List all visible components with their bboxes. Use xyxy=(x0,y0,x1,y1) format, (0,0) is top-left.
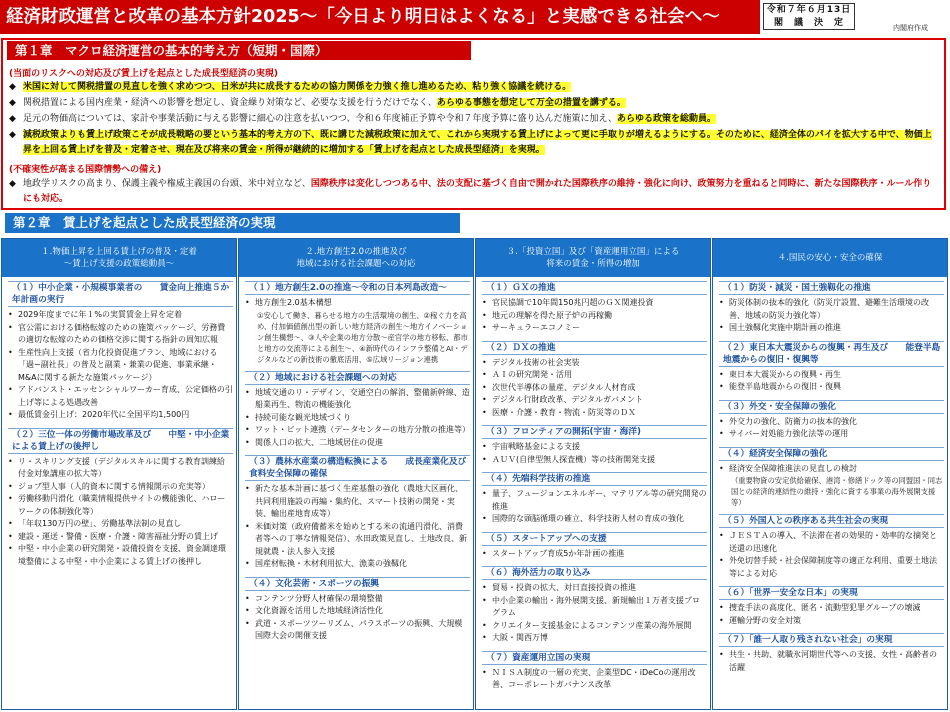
column-header-line1: ４.国民の安心・安全の確保 xyxy=(777,253,883,263)
section-title: （４）文化芸術・スポーツの振興 xyxy=(245,577,470,591)
policy-item xyxy=(8,309,233,322)
policy-item-text: サーキュラーエコノミー xyxy=(492,323,580,332)
policy-item xyxy=(245,618,470,643)
bullet-icon: • xyxy=(245,412,250,422)
policy-item-text: ＡＩの研究開発・活用 xyxy=(492,370,572,379)
policy-section xyxy=(239,451,473,573)
policy-item xyxy=(482,297,707,310)
policy-item xyxy=(482,382,707,395)
bullet-icon: • xyxy=(245,559,250,568)
section-title: （２）ＤＸの推進 xyxy=(482,341,707,355)
bullet-icon: • xyxy=(482,357,487,367)
policy-section xyxy=(713,443,947,511)
bullet-icon: • xyxy=(719,323,724,332)
policy-section xyxy=(476,421,710,468)
policy-item-text: 2029年度までに年１%の実質賃金上昇を定着 xyxy=(18,310,182,319)
policy-item xyxy=(719,602,944,615)
bullet-icon: • xyxy=(8,519,13,528)
chapter1-bullet: ◆ 地政学リスクの高まり、保護主義や権威主義国の台頭、米中対立など、国際秩序は変化しつつある中、法の支配に基づく自由で開かれた国際秩序の維持・強化に向け、政策努力を重ねると同時に、新たな国際秩序・ルール作りにも対応。 xyxy=(9,179,932,205)
policy-item-text: スタートアップ育成5か年計画の推進 xyxy=(492,548,625,558)
chapter1-title: 第１章 マクロ経済運営の基本的考え方（短期・国際） xyxy=(7,41,471,60)
policy-item xyxy=(245,558,470,571)
bullet-icon: • xyxy=(8,322,13,332)
policy-item xyxy=(719,615,944,628)
page-title: 経済財政運営と改革の基本方針2025～「今日より明日はよくなる」と実感できる社会へ～ xyxy=(0,0,760,34)
policy-item xyxy=(8,481,233,494)
policy-item-text: 国産材転換・木材利用拡大、漁業の強靱化 xyxy=(255,559,407,568)
policy-item-text: 文化資源を活用した地域経済活性化 xyxy=(255,606,383,615)
bullet-icon: • xyxy=(719,298,724,307)
policy-subnote: （重要物資の安定供給確保、港湾・修繕ドック等の同盟国・同志国との経済的連結性の維持・強化に資する事業の海外展開支援等） xyxy=(731,476,943,507)
policy-section xyxy=(713,510,947,582)
policy-item-text: 地域交通のリ・デザイン、交通空白の解消、整備新幹線、造船業再生、物流の機能強化 xyxy=(255,387,470,409)
bullet-icon: • xyxy=(245,437,250,447)
chapter1-subheading-risk: (当面のリスクへの対応及び賃上げを起点とした成長型経済の実現) xyxy=(9,69,279,79)
section-title: （１）防災・減災・国土強靱化の推進 xyxy=(719,281,944,295)
policy-item xyxy=(8,493,233,518)
policy-item-text: 中小企業の輸出・海外展開支援、新規輸出１万者支援プログラム xyxy=(492,595,700,617)
policy-item xyxy=(719,381,944,394)
policy-item xyxy=(8,543,233,568)
policy-item xyxy=(719,369,944,382)
policy-item xyxy=(482,369,707,382)
policy-item xyxy=(482,488,707,513)
policy-section xyxy=(476,562,710,647)
diamond-icon: ◆ xyxy=(9,114,16,124)
policy-item-text: 中堅・中小企業の研究開発・設備投資を支援、資金調達環境整備による中堅・中小企業による賃上げの後押し xyxy=(18,544,226,566)
bullet-icon: • xyxy=(482,633,487,642)
bullet-icon: • xyxy=(482,583,487,592)
diamond-icon: ◆ xyxy=(9,98,16,108)
policy-item xyxy=(8,322,233,347)
policy-item xyxy=(482,667,707,692)
bullet-icon: • xyxy=(8,310,13,319)
policy-item xyxy=(482,322,707,335)
policy-item xyxy=(719,297,944,322)
policy-item xyxy=(8,531,233,544)
column-header-line1: ３.「投資立国」及び「資産運用立国」による xyxy=(506,247,680,257)
section-title: （１）中小企業・小規模事業者の 賃金向上推進５か年計画の実行 xyxy=(8,281,233,307)
bullet-icon: • xyxy=(719,531,724,540)
policy-item xyxy=(482,357,707,370)
policy-item xyxy=(245,424,470,437)
policy-section xyxy=(713,396,947,443)
column-header-line1: ２.地方創生2.0の推進及び xyxy=(305,247,407,257)
policy-item xyxy=(245,593,470,606)
policy-item xyxy=(245,521,470,559)
bullet-icon: • xyxy=(245,606,250,615)
policy-item-text: 地方創生2.0基本構想 xyxy=(255,298,332,307)
column-header xyxy=(476,239,710,277)
policy-column xyxy=(475,238,711,710)
bullet-icon: • xyxy=(245,618,250,628)
policy-item xyxy=(245,297,470,310)
policy-item-text: リ・スキリング支援（デジタルスキルに関する教育訓練給付金対象講座の拡大等） xyxy=(18,456,226,478)
author-office: 内閣府作成 xyxy=(893,24,928,32)
bullet-icon: • xyxy=(719,416,724,426)
policy-section xyxy=(713,337,947,396)
bullet-icon: • xyxy=(719,615,724,625)
cabinet-decision-date-box xyxy=(763,3,855,30)
bullet-icon: • xyxy=(482,395,487,404)
bullet-icon: • xyxy=(719,556,724,565)
policy-item-text: 防災体制の抜本的強化（防災庁設置、避難生活環境の改善、地域の防災力強化等） xyxy=(729,298,929,320)
bullet-icon: • xyxy=(719,603,724,612)
bullet-icon: • xyxy=(482,370,487,379)
bullet-icon: • xyxy=(482,323,487,332)
policy-section xyxy=(713,582,947,629)
bullet-icon: • xyxy=(719,463,724,473)
policy-item xyxy=(482,394,707,407)
bullet-icon: • xyxy=(482,514,487,523)
policy-section xyxy=(2,424,236,571)
policy-item xyxy=(245,387,470,412)
policy-item-text: 大阪・関西万博 xyxy=(492,633,548,642)
bullet-icon: • xyxy=(8,544,13,553)
policy-item-text: 生産性向上支援（省力化投資促進プラン、地域における「過~副社長」の普及と副業・兼業の促進、事業承継・M&Aに関する新たな施策パッケージ） xyxy=(18,347,218,382)
policy-item xyxy=(719,428,944,441)
policy-item-text: 次世代半導体の量産、デジタル人材育成 xyxy=(492,382,636,392)
policy-item-text: ワット・ビット連携（データセンターの地方分散の推進等） xyxy=(255,425,470,434)
column-header xyxy=(713,239,947,277)
policy-column xyxy=(1,238,237,710)
policy-item-text: ＡＵＶ(自律型無人探査機）等の技術開発支援 xyxy=(492,454,656,464)
policy-item-text: サイバー対処能力強化法等の運用 xyxy=(729,429,849,438)
bullet-icon: • xyxy=(719,382,724,391)
chapter1-bullet: ◆ 足元の物価高については、家計や事業活動に与える影響に細心の注意を払いつつ、令和６年度補正予算や令和７年度予算に盛り込んだ施策に加え、あらゆる政策を総動員。 xyxy=(9,112,934,127)
policy-item-text: 国土強靱化実施中期計画の推進 xyxy=(729,323,841,332)
policy-item-text: ジョブ型人事（人的資本に関する情報開示の充実等） xyxy=(18,481,210,491)
policy-section xyxy=(476,647,710,694)
bullet-icon: • xyxy=(482,310,487,320)
policy-item xyxy=(482,407,707,420)
policy-item xyxy=(719,555,944,580)
policy-item-text: ＪＥＳＴＡの導入、不法滞在者の効果的・効率的な摘発と送還の迅速化 xyxy=(729,531,937,553)
bullet-icon: • xyxy=(482,548,487,558)
bullet-icon: • xyxy=(8,410,13,419)
bullet-icon: • xyxy=(482,407,487,417)
policy-item-text: 建設・運送・警備・医療・介護・障害福祉分野の賃上げ xyxy=(18,531,218,541)
bullet-icon: • xyxy=(245,425,250,434)
chapter2-title: 第２章 賃上げを起点とした成長型経済の実現 xyxy=(5,213,460,233)
policy-subnote: ①安心して働き、暮らせる地方の生活環境の創生、②稼ぐ力を高め、付加価値創出型の新しい地方経済の創生～地方イノベーション創生構想～、③人や企業の地方分散～産官学の地方移転、都市と地方の交流等による創生～、④新時代のインフラ整備とAI・デジタルなどの新技術の徹底活用、⑤広域リージョン連携 xyxy=(257,310,468,364)
policy-item-text: 外免切替手続・社会保障制度等の適正な利用、重要土地法等による対応 xyxy=(729,556,937,578)
policy-item-text: ＮＩＳＡ制度の一層の充実、企業型DC・iDeCoの運用改善、コーポレートガバナンス改革 xyxy=(492,667,696,689)
policy-item-text: 経済安全保障推進法の見直しの検討 xyxy=(729,463,857,473)
policy-item-text: 新たな基本計画に基づく生産基盤の強化（農地大区画化、共同利用施設の再編・集約化、スマート技術の開発・実装、輸出産地育成等） xyxy=(255,484,463,518)
policy-section xyxy=(239,277,473,367)
policy-item-text: デジタル技術の社会実装 xyxy=(492,357,580,367)
policy-item xyxy=(482,513,707,526)
bullet-icon: • xyxy=(245,521,250,531)
bullet-icon: • xyxy=(8,456,13,466)
section-title: （７）「誰一人取り残されない社会」の実現 xyxy=(719,633,944,647)
policy-item xyxy=(8,384,233,409)
policy-item-text: 宇宙戦略基金による支援 xyxy=(492,442,580,451)
column-header-line2: ～賃上げ支援の政策総動員～ xyxy=(63,259,175,269)
column-header xyxy=(239,239,473,277)
policy-item xyxy=(482,454,707,467)
bullet-icon: • xyxy=(482,442,487,451)
policy-item-text: 持続可能な観光地域づくり xyxy=(255,412,351,422)
bullet-icon: • xyxy=(719,369,724,379)
section-title: （２）東日本大震災からの復興・再生及び 能登半島地震からの復旧・復興等 xyxy=(719,341,944,367)
policy-item xyxy=(8,347,233,385)
bullet-icon: • xyxy=(245,484,250,493)
diamond-icon: ◆ xyxy=(9,82,16,92)
policy-item xyxy=(482,548,707,561)
policy-column xyxy=(712,238,948,710)
bullet-icon: • xyxy=(482,620,487,630)
section-title: （６）海外活力の取り込み xyxy=(482,566,707,580)
policy-item xyxy=(8,518,233,531)
policy-item-text: クリエイター支援基金によるコンテンツ産業の海外展開 xyxy=(492,620,692,630)
policy-item xyxy=(719,322,944,335)
bullet-icon: • xyxy=(719,429,724,438)
policy-item-text: 「年収130万円の壁」、労働基準法制の見直し xyxy=(18,519,182,528)
policy-item xyxy=(719,463,944,476)
policy-section xyxy=(239,573,473,645)
policy-item xyxy=(245,412,470,425)
bullet-icon: • xyxy=(482,489,487,498)
policy-item-text: 運輸分野の安全対策 xyxy=(729,615,801,625)
policy-item-text: 地元の理解を得た原子炉の再稼働 xyxy=(492,310,612,320)
column-header-line1: １.物価上昇を上回る賃上げの普及・定着 xyxy=(41,247,197,257)
policy-item xyxy=(482,441,707,454)
bullet-icon: • xyxy=(482,454,487,464)
policy-item-text: 貿易・投資の拡大、対日直接投資の推進 xyxy=(492,583,636,592)
section-title: （５）外国人との秩序ある共生社会の実現 xyxy=(719,514,944,528)
policy-item xyxy=(245,483,470,521)
policy-item-text: 能登半島地震からの復旧・復興 xyxy=(729,382,841,391)
policy-item-text: アドバンスト・エッセンシャルワーカー育成、公定価格の引上げ等による処遇改善 xyxy=(18,385,233,407)
bullet-icon: • xyxy=(8,481,13,491)
chapter1-bullet: ◆ 関税措置による国内産業・経済への影響を想定し、資金繰り対策など、必要な支援を行うだけでなく、あらゆる事態を想定して万全の措置を講ずる。 xyxy=(9,96,934,111)
chapter1-bullet: ◆ 減税政策よりも賃上げ政策こそが成長戦略の要という基本的考え方の下、既に講じた減税政策に加えて、これから実現する賃上げによって更に手取りが増えるようにする。そのために、経済全体のパイを拡大する中で、物価上昇を上回る賃上げを普及・定着させ、現在及び将来の賃金・所得が継続的に増加する「賃上げを起点とした成長型経済」を実現。 xyxy=(9,130,932,156)
policy-section xyxy=(713,629,947,676)
policy-item-text: 国際的な頭脳循環の確立、科学技術人材の育成の強化 xyxy=(492,514,684,523)
policy-item-text: 労働移動円滑化（職業情報提供サイトの機能強化、ハローワークの体制強化等） xyxy=(18,494,226,516)
bullet-icon: • xyxy=(245,593,250,603)
section-title: （２）三位一体の労働市場改革及び 中堅・中小企業による賃上げの後押し xyxy=(8,428,233,454)
section-title: （３）外交・安全保障の強化 xyxy=(719,400,944,414)
policy-item xyxy=(482,310,707,323)
policy-item xyxy=(482,632,707,645)
policy-section xyxy=(476,337,710,422)
policy-section xyxy=(476,528,710,563)
policy-item-text: 最低賃金引上げ：2020年代に全国平均1,500円 xyxy=(18,410,190,419)
policy-item-text: デジタル行財政改革、デジタルガバメント xyxy=(492,395,644,404)
policy-item-text: 官民協調で10年間150兆円超のＧＸ関連投資 xyxy=(492,298,654,307)
column-header-line2: 地域における社会課題への対応 xyxy=(296,259,416,269)
section-title: （３）フロンティアの開拓(宇宙・海洋) xyxy=(482,425,707,439)
policy-item-text: 官公需における価格転嫁のための施策パッケージ、労務費の適切な転嫁のための価格交渉に関する指針の周知広報 xyxy=(18,322,226,344)
policy-item xyxy=(245,437,470,450)
bullet-icon: • xyxy=(245,298,250,307)
policy-item xyxy=(482,582,707,595)
bullet-icon: • xyxy=(482,298,487,307)
policy-item-text: 米価対策（政府備蓄米を始めとする米の流通円滑化、消費者等への丁寧な情報発信）、水田政策見直し、土地改良、新規就農・法人参入支援 xyxy=(255,521,467,556)
chapter1-bullet: ◆ 米国に対して関税措置の見直しを強く求めつつ、日米が共に成長するための協力関係を力強く推し進めるため、粘り強く協議を続ける。 xyxy=(9,80,934,95)
policy-item-text: 東日本大震災からの復興・再生 xyxy=(729,369,841,379)
policy-section xyxy=(239,367,473,452)
section-title: （７）資産運用立国の実現 xyxy=(482,651,707,665)
policy-item xyxy=(8,456,233,481)
policy-section xyxy=(713,277,947,337)
bullet-icon: • xyxy=(8,531,13,541)
policy-item xyxy=(482,595,707,620)
section-title: （４）経済安全保障の強化 xyxy=(719,447,944,461)
policy-section xyxy=(2,277,236,424)
policy-item-text: 外交力の強化、防衛力の抜本的強化 xyxy=(729,416,857,426)
bullet-icon: • xyxy=(8,385,13,394)
policy-item-text: 関係人口の拡大、二地域居住の促進 xyxy=(255,437,383,447)
policy-item-text: 共生・共助、就職氷河期世代等への支援、女性・高齢者の活躍 xyxy=(729,650,937,672)
bullet-icon: • xyxy=(8,347,13,357)
policy-section xyxy=(476,468,710,528)
policy-column xyxy=(238,238,474,710)
policy-item xyxy=(719,530,944,555)
policy-item xyxy=(245,605,470,618)
policy-item xyxy=(482,620,707,633)
chapter1-subheading-international: (不確実性が高まる国際情勢への備え) xyxy=(9,165,162,175)
decision-type: 閣 議 決 定 xyxy=(773,17,844,28)
policy-section xyxy=(476,277,710,337)
column-header-line2: 将来の賃金・所得の増加 xyxy=(546,259,640,269)
bullet-icon: • xyxy=(719,650,724,659)
policy-item xyxy=(719,649,944,674)
chapter1-box xyxy=(1,38,946,210)
section-title: （３）農林水産業の構造転換による 成長産業化及び食料安全保障の確保 xyxy=(245,455,470,481)
policy-item-text: 量子、フュージョンエネルギー、マテリアル等の研究開発の推進 xyxy=(492,489,707,511)
section-title: （５）スタートアップへの支援 xyxy=(482,532,707,546)
policy-item xyxy=(719,416,944,429)
section-title: （４）先端科学技術の推進 xyxy=(482,472,707,486)
policy-item xyxy=(8,409,233,422)
bullet-icon: • xyxy=(482,667,487,677)
policy-item-text: 医療・介護・教育・物流・防災等のＤＸ xyxy=(492,407,636,417)
section-title: （１）地方創生2.0の推進～令和の日本列島改造～ xyxy=(245,281,470,295)
column-header xyxy=(2,239,236,277)
section-title: （６）「世界一安全な日本」の実現 xyxy=(719,586,944,600)
policy-item-text: コンテンツ分野人材確保の環境整備 xyxy=(255,593,383,603)
diamond-icon: ◆ xyxy=(9,130,16,140)
section-title: （１）ＧＸの推進 xyxy=(482,281,707,295)
bullet-icon: • xyxy=(245,387,250,397)
bullet-icon: • xyxy=(482,595,487,605)
bullet-icon: • xyxy=(482,382,487,392)
policy-item-text: 武道・スポーツツーリズム、パラスポーツの振興、大規模国際大会の開催支援 xyxy=(255,618,463,640)
bullet-icon: • xyxy=(8,494,13,503)
diamond-icon: ◆ xyxy=(9,179,16,189)
decision-date: 令和７年６月13日 xyxy=(766,5,852,15)
section-title: （２）地域における社会課題への対応 xyxy=(245,371,470,385)
policy-item-text: 捜査手法の高度化、匿名・流動型犯罪グループの壊滅 xyxy=(729,603,921,612)
